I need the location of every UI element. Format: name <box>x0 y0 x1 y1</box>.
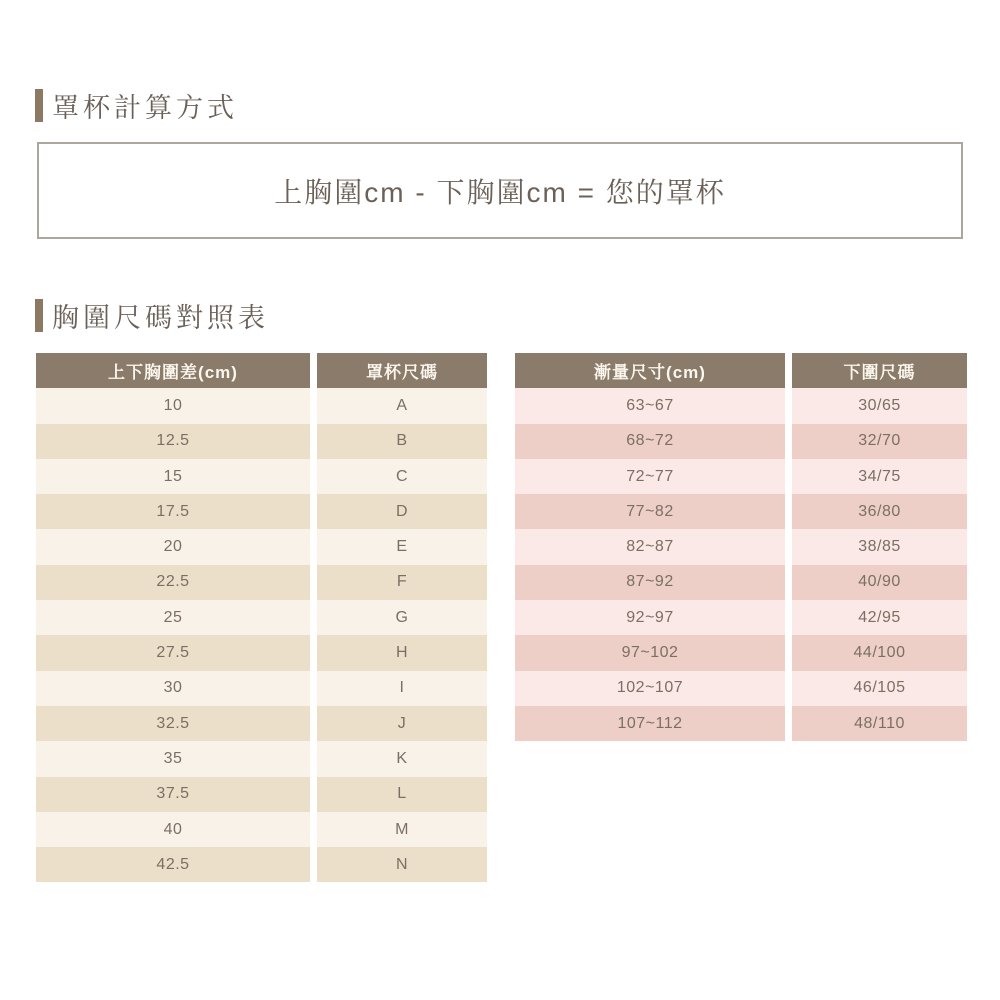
data-cell: C <box>317 459 487 494</box>
column-gap <box>785 388 792 423</box>
column-gap <box>785 424 792 459</box>
data-cell: 32/70 <box>792 424 967 459</box>
size-chart-title: 胸圍尺碼對照表 <box>52 303 269 333</box>
column-gap <box>310 635 317 670</box>
data-cell: I <box>317 671 487 706</box>
data-cell: 63~67 <box>515 388 785 423</box>
data-cell: 77~82 <box>515 494 785 529</box>
band-size-table <box>515 353 967 741</box>
data-cell: 102~107 <box>515 671 785 706</box>
header-cell: 上下胸圍差(cm) <box>36 353 310 388</box>
table-row <box>36 424 487 459</box>
column-gap <box>310 812 317 847</box>
header-cell: 漸量尺寸(cm) <box>515 353 785 388</box>
column-gap <box>785 635 792 670</box>
column-gap <box>310 388 317 423</box>
column-gap <box>785 565 792 600</box>
data-cell: 68~72 <box>515 424 785 459</box>
column-gap <box>310 565 317 600</box>
table-row <box>36 847 487 882</box>
column-gap <box>310 353 317 388</box>
data-cell: G <box>317 600 487 635</box>
table-row <box>36 777 487 812</box>
data-cell: 72~77 <box>515 459 785 494</box>
table-row <box>36 529 487 564</box>
data-cell: 40/90 <box>792 565 967 600</box>
data-cell: 12.5 <box>36 424 310 459</box>
data-cell: 15 <box>36 459 310 494</box>
table-row <box>36 741 487 776</box>
cup-calc-title: 罩杯計算方式 <box>52 93 238 123</box>
data-cell: 25 <box>36 600 310 635</box>
cup-size-table <box>36 353 487 882</box>
column-gap <box>310 706 317 741</box>
table-row <box>515 459 967 494</box>
data-cell: 22.5 <box>36 565 310 600</box>
table-row <box>36 565 487 600</box>
data-cell: 48/110 <box>792 706 967 741</box>
data-cell: E <box>317 529 487 564</box>
table-row <box>36 388 487 423</box>
data-cell: F <box>317 565 487 600</box>
column-gap <box>310 600 317 635</box>
cup-calc-heading <box>35 86 238 125</box>
column-gap <box>310 741 317 776</box>
table-header-row <box>36 353 487 388</box>
data-cell: 37.5 <box>36 777 310 812</box>
column-gap <box>310 494 317 529</box>
data-cell: 46/105 <box>792 671 967 706</box>
data-cell: 97~102 <box>515 635 785 670</box>
table-row <box>515 494 967 529</box>
column-gap <box>785 706 792 741</box>
table-row <box>515 388 967 423</box>
data-cell: 82~87 <box>515 529 785 564</box>
column-gap <box>310 424 317 459</box>
table-row <box>515 529 967 564</box>
data-cell: 17.5 <box>36 494 310 529</box>
column-gap <box>310 671 317 706</box>
data-cell: 32.5 <box>36 706 310 741</box>
heading-accent-bar <box>35 299 43 332</box>
data-cell: 30 <box>36 671 310 706</box>
table-row <box>515 600 967 635</box>
header-cell: 下圍尺碼 <box>792 353 967 388</box>
column-gap <box>310 777 317 812</box>
data-cell: 38/85 <box>792 529 967 564</box>
data-cell: L <box>317 777 487 812</box>
table-row <box>36 600 487 635</box>
data-cell: J <box>317 706 487 741</box>
data-cell: 35 <box>36 741 310 776</box>
column-gap <box>310 847 317 882</box>
table-row <box>515 671 967 706</box>
data-cell: 87~92 <box>515 565 785 600</box>
column-gap <box>310 459 317 494</box>
data-cell: 44/100 <box>792 635 967 670</box>
data-cell: 34/75 <box>792 459 967 494</box>
column-gap <box>310 529 317 564</box>
formula-box <box>37 142 963 239</box>
data-cell: M <box>317 812 487 847</box>
data-cell: B <box>317 424 487 459</box>
data-cell: 42/95 <box>792 600 967 635</box>
data-cell: 27.5 <box>36 635 310 670</box>
table-row <box>515 424 967 459</box>
column-gap <box>785 671 792 706</box>
formula-text: 上胸圍cm - 下胸圍cm = 您的罩杯 <box>274 176 726 208</box>
table-row <box>515 706 967 741</box>
table-row <box>36 706 487 741</box>
table-row <box>36 812 487 847</box>
size-chart-heading <box>35 296 269 335</box>
column-gap <box>785 459 792 494</box>
table-row <box>36 671 487 706</box>
header-cell: 罩杯尺碼 <box>317 353 487 388</box>
data-cell: K <box>317 741 487 776</box>
table-header-row <box>515 353 967 388</box>
data-cell: 42.5 <box>36 847 310 882</box>
data-cell: 30/65 <box>792 388 967 423</box>
column-gap <box>785 600 792 635</box>
table-row <box>36 635 487 670</box>
data-cell: N <box>317 847 487 882</box>
heading-accent-bar <box>35 89 43 122</box>
data-cell: D <box>317 494 487 529</box>
table-row <box>515 565 967 600</box>
column-gap <box>785 494 792 529</box>
data-cell: 10 <box>36 388 310 423</box>
data-cell: 40 <box>36 812 310 847</box>
table-row <box>515 635 967 670</box>
data-cell: 36/80 <box>792 494 967 529</box>
column-gap <box>785 353 792 388</box>
data-cell: 107~112 <box>515 706 785 741</box>
data-cell: 92~97 <box>515 600 785 635</box>
size-tables-container <box>36 353 967 882</box>
table-row <box>36 494 487 529</box>
column-gap <box>785 529 792 564</box>
data-cell: A <box>317 388 487 423</box>
data-cell: H <box>317 635 487 670</box>
table-row <box>36 459 487 494</box>
data-cell: 20 <box>36 529 310 564</box>
